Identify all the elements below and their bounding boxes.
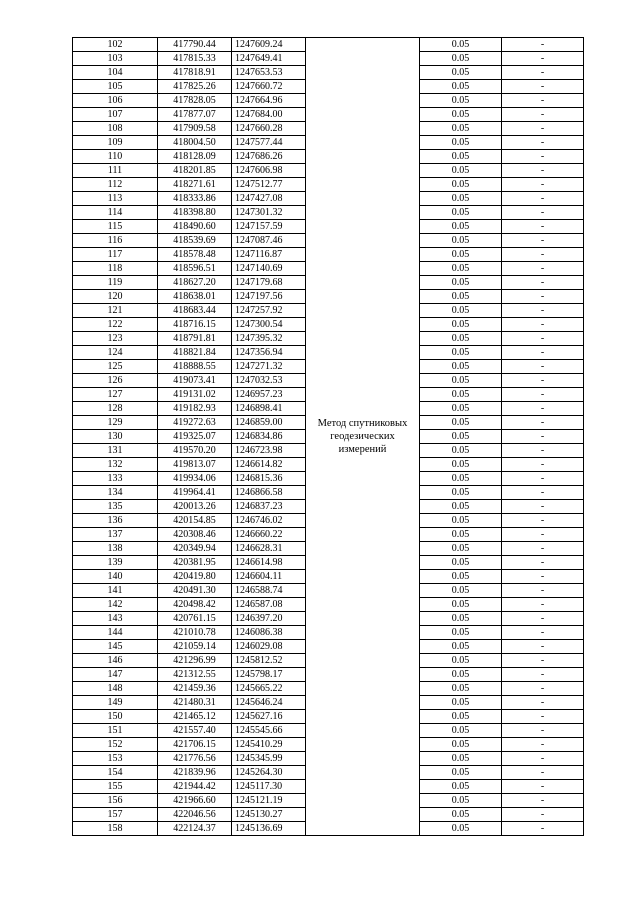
y-coordinate-cell: 1245136.69 [232,822,306,836]
y-coordinate-cell: 1247653.53 [232,66,306,80]
accuracy-cell: 0.05 [420,66,502,80]
y-coordinate-cell: 1246397.20 [232,612,306,626]
point-number-cell: 125 [73,360,158,374]
accuracy-cell: 0.05 [420,346,502,360]
x-coordinate-cell: 418627.20 [158,276,232,290]
y-coordinate-cell: 1247686.26 [232,150,306,164]
accuracy-cell: 0.05 [420,52,502,66]
point-number-cell: 150 [73,710,158,724]
y-coordinate-cell: 1247271.32 [232,360,306,374]
x-coordinate-cell: 421296.99 [158,654,232,668]
accuracy-cell: 0.05 [420,360,502,374]
accuracy-cell: 0.05 [420,542,502,556]
x-coordinate-cell: 417815.33 [158,52,232,66]
point-number-cell: 155 [73,780,158,794]
point-number-cell: 133 [73,472,158,486]
note-cell: - [502,640,584,654]
accuracy-cell: 0.05 [420,528,502,542]
y-coordinate-cell: 1246086.38 [232,626,306,640]
x-coordinate-cell: 421839.96 [158,766,232,780]
accuracy-cell: 0.05 [420,402,502,416]
y-coordinate-cell: 1246604.11 [232,570,306,584]
point-number-cell: 121 [73,304,158,318]
accuracy-cell: 0.05 [420,808,502,822]
accuracy-cell: 0.05 [420,584,502,598]
point-number-cell: 104 [73,66,158,80]
accuracy-cell: 0.05 [420,178,502,192]
y-coordinate-cell: 1245121.19 [232,794,306,808]
y-coordinate-cell: 1247140.69 [232,262,306,276]
y-coordinate-cell: 1246660.22 [232,528,306,542]
y-coordinate-cell: 1247356.94 [232,346,306,360]
point-number-cell: 158 [73,822,158,836]
point-number-cell: 102 [73,38,158,52]
accuracy-cell: 0.05 [420,276,502,290]
y-coordinate-cell: 1246866.58 [232,486,306,500]
x-coordinate-cell: 417790.44 [158,38,232,52]
note-cell: - [502,584,584,598]
point-number-cell: 132 [73,458,158,472]
x-coordinate-cell: 419570.20 [158,444,232,458]
note-cell: - [502,794,584,808]
y-coordinate-cell: 1245665.22 [232,682,306,696]
y-coordinate-cell: 1246898.41 [232,402,306,416]
y-coordinate-cell: 1247660.72 [232,80,306,94]
y-coordinate-cell: 1247427.08 [232,192,306,206]
accuracy-cell: 0.05 [420,80,502,94]
point-number-cell: 151 [73,724,158,738]
point-number-cell: 145 [73,640,158,654]
point-number-cell: 127 [73,388,158,402]
note-cell: - [502,80,584,94]
point-number-cell: 152 [73,738,158,752]
x-coordinate-cell: 421944.42 [158,780,232,794]
point-number-cell: 107 [73,108,158,122]
note-cell: - [502,66,584,80]
point-number-cell: 120 [73,290,158,304]
y-coordinate-cell: 1246588.74 [232,584,306,598]
y-coordinate-cell: 1246628.31 [232,542,306,556]
point-number-cell: 137 [73,528,158,542]
note-cell: - [502,206,584,220]
y-coordinate-cell: 1246834.86 [232,430,306,444]
x-coordinate-cell: 418888.55 [158,360,232,374]
point-number-cell: 134 [73,486,158,500]
x-coordinate-cell: 418271.61 [158,178,232,192]
note-cell: - [502,500,584,514]
point-number-cell: 140 [73,570,158,584]
y-coordinate-cell: 1245410.29 [232,738,306,752]
accuracy-cell: 0.05 [420,486,502,500]
accuracy-cell: 0.05 [420,710,502,724]
note-cell: - [502,164,584,178]
note-cell: - [502,654,584,668]
accuracy-cell: 0.05 [420,332,502,346]
y-coordinate-cell: 1245812.52 [232,654,306,668]
y-coordinate-cell: 1246614.82 [232,458,306,472]
y-coordinate-cell: 1247606.98 [232,164,306,178]
note-cell: - [502,766,584,780]
note-cell: - [502,108,584,122]
y-coordinate-cell: 1246859.00 [232,416,306,430]
note-cell: - [502,402,584,416]
accuracy-cell: 0.05 [420,164,502,178]
x-coordinate-cell: 421966.60 [158,794,232,808]
accuracy-cell: 0.05 [420,108,502,122]
y-coordinate-cell: 1245798.17 [232,668,306,682]
note-cell: - [502,234,584,248]
note-cell: - [502,150,584,164]
y-coordinate-cell: 1247301.32 [232,206,306,220]
y-coordinate-cell: 1246614.98 [232,556,306,570]
y-coordinate-cell: 1246723.98 [232,444,306,458]
accuracy-cell: 0.05 [420,612,502,626]
coordinates-table [72,37,584,836]
note-cell: - [502,332,584,346]
y-coordinate-cell: 1247087.46 [232,234,306,248]
y-coordinate-cell: 1247512.77 [232,178,306,192]
y-coordinate-cell: 1247032.53 [232,374,306,388]
note-cell: - [502,822,584,836]
note-cell: - [502,570,584,584]
point-number-cell: 110 [73,150,158,164]
x-coordinate-cell: 422124.37 [158,822,232,836]
x-coordinate-cell: 421557.40 [158,724,232,738]
note-cell: - [502,38,584,52]
x-coordinate-cell: 419934.06 [158,472,232,486]
note-cell: - [502,346,584,360]
point-number-cell: 111 [73,164,158,178]
accuracy-cell: 0.05 [420,304,502,318]
y-coordinate-cell: 1245117.30 [232,780,306,794]
x-coordinate-cell: 419182.93 [158,402,232,416]
note-cell: - [502,486,584,500]
accuracy-cell: 0.05 [420,444,502,458]
note-cell: - [502,192,584,206]
point-number-cell: 144 [73,626,158,640]
note-cell: - [502,724,584,738]
y-coordinate-cell: 1245646.24 [232,696,306,710]
table-row [73,38,584,52]
accuracy-cell: 0.05 [420,234,502,248]
y-coordinate-cell: 1247300.54 [232,318,306,332]
note-cell: - [502,696,584,710]
y-coordinate-cell: 1246746.02 [232,514,306,528]
accuracy-cell: 0.05 [420,780,502,794]
point-number-cell: 129 [73,416,158,430]
point-number-cell: 122 [73,318,158,332]
note-cell: - [502,472,584,486]
x-coordinate-cell: 420491.30 [158,584,232,598]
point-number-cell: 130 [73,430,158,444]
x-coordinate-cell: 417909.58 [158,122,232,136]
note-cell: - [502,262,584,276]
x-coordinate-cell: 420419.80 [158,570,232,584]
point-number-cell: 112 [73,178,158,192]
note-cell: - [502,738,584,752]
accuracy-cell: 0.05 [420,626,502,640]
accuracy-cell: 0.05 [420,822,502,836]
x-coordinate-cell: 417825.26 [158,80,232,94]
note-cell: - [502,612,584,626]
point-number-cell: 138 [73,542,158,556]
x-coordinate-cell: 422046.56 [158,808,232,822]
y-coordinate-cell: 1246837.23 [232,500,306,514]
y-coordinate-cell: 1245545.66 [232,724,306,738]
y-coordinate-cell: 1247664.96 [232,94,306,108]
note-cell: - [502,542,584,556]
point-number-cell: 141 [73,584,158,598]
coordinates-table-body [73,38,584,836]
point-number-cell: 156 [73,794,158,808]
accuracy-cell: 0.05 [420,290,502,304]
point-number-cell: 131 [73,444,158,458]
x-coordinate-cell: 420308.46 [158,528,232,542]
x-coordinate-cell: 419073.41 [158,374,232,388]
accuracy-cell: 0.05 [420,248,502,262]
note-cell: - [502,752,584,766]
accuracy-cell: 0.05 [420,430,502,444]
point-number-cell: 116 [73,234,158,248]
x-coordinate-cell: 419131.02 [158,388,232,402]
point-number-cell: 157 [73,808,158,822]
accuracy-cell: 0.05 [420,724,502,738]
y-coordinate-cell: 1247649.41 [232,52,306,66]
note-cell: - [502,710,584,724]
accuracy-cell: 0.05 [420,682,502,696]
x-coordinate-cell: 419325.07 [158,430,232,444]
point-number-cell: 109 [73,136,158,150]
accuracy-cell: 0.05 [420,136,502,150]
accuracy-cell: 0.05 [420,556,502,570]
note-cell: - [502,668,584,682]
point-number-cell: 126 [73,374,158,388]
accuracy-cell: 0.05 [420,696,502,710]
note-cell: - [502,430,584,444]
note-cell: - [502,514,584,528]
point-number-cell: 143 [73,612,158,626]
x-coordinate-cell: 418791.81 [158,332,232,346]
point-number-cell: 149 [73,696,158,710]
y-coordinate-cell: 1246957.23 [232,388,306,402]
y-coordinate-cell: 1247157.59 [232,220,306,234]
point-number-cell: 135 [73,500,158,514]
x-coordinate-cell: 418490.60 [158,220,232,234]
y-coordinate-cell: 1247395.32 [232,332,306,346]
accuracy-cell: 0.05 [420,752,502,766]
point-number-cell: 147 [73,668,158,682]
x-coordinate-cell: 421465.12 [158,710,232,724]
note-cell: - [502,444,584,458]
x-coordinate-cell: 418398.80 [158,206,232,220]
y-coordinate-cell: 1247179.68 [232,276,306,290]
x-coordinate-cell: 418683.44 [158,304,232,318]
accuracy-cell: 0.05 [420,570,502,584]
point-number-cell: 118 [73,262,158,276]
y-coordinate-cell: 1245264.30 [232,766,306,780]
point-number-cell: 113 [73,192,158,206]
accuracy-cell: 0.05 [420,640,502,654]
point-number-cell: 124 [73,346,158,360]
accuracy-cell: 0.05 [420,220,502,234]
y-coordinate-cell: 1247684.00 [232,108,306,122]
note-cell: - [502,318,584,332]
y-coordinate-cell: 1247257.92 [232,304,306,318]
x-coordinate-cell: 418821.84 [158,346,232,360]
accuracy-cell: 0.05 [420,192,502,206]
x-coordinate-cell: 421480.31 [158,696,232,710]
y-coordinate-cell: 1247577.44 [232,136,306,150]
x-coordinate-cell: 418201.85 [158,164,232,178]
point-number-cell: 142 [73,598,158,612]
x-coordinate-cell: 418596.51 [158,262,232,276]
accuracy-cell: 0.05 [420,388,502,402]
note-cell: - [502,360,584,374]
accuracy-cell: 0.05 [420,598,502,612]
note-cell: - [502,52,584,66]
point-number-cell: 119 [73,276,158,290]
point-number-cell: 148 [73,682,158,696]
x-coordinate-cell: 421776.56 [158,752,232,766]
note-cell: - [502,458,584,472]
x-coordinate-cell: 420761.15 [158,612,232,626]
y-coordinate-cell: 1246029.08 [232,640,306,654]
note-cell: - [502,94,584,108]
accuracy-cell: 0.05 [420,374,502,388]
point-number-cell: 128 [73,402,158,416]
point-number-cell: 153 [73,752,158,766]
x-coordinate-cell: 417818.91 [158,66,232,80]
note-cell: - [502,416,584,430]
y-coordinate-cell: 1247197.56 [232,290,306,304]
accuracy-cell: 0.05 [420,94,502,108]
x-coordinate-cell: 419272.63 [158,416,232,430]
accuracy-cell: 0.05 [420,668,502,682]
point-number-cell: 123 [73,332,158,346]
note-cell: - [502,248,584,262]
point-number-cell: 108 [73,122,158,136]
note-cell: - [502,178,584,192]
accuracy-cell: 0.05 [420,262,502,276]
x-coordinate-cell: 419964.41 [158,486,232,500]
x-coordinate-cell: 419813.07 [158,458,232,472]
note-cell: - [502,556,584,570]
x-coordinate-cell: 417877.07 [158,108,232,122]
x-coordinate-cell: 421312.55 [158,668,232,682]
x-coordinate-cell: 418638.01 [158,290,232,304]
x-coordinate-cell: 421706.15 [158,738,232,752]
y-coordinate-cell: 1246587.08 [232,598,306,612]
note-cell: - [502,290,584,304]
note-cell: - [502,528,584,542]
x-coordinate-cell: 418128.09 [158,150,232,164]
accuracy-cell: 0.05 [420,472,502,486]
note-cell: - [502,808,584,822]
note-cell: - [502,780,584,794]
y-coordinate-cell: 1247116.87 [232,248,306,262]
accuracy-cell: 0.05 [420,150,502,164]
note-cell: - [502,374,584,388]
note-cell: - [502,626,584,640]
point-number-cell: 106 [73,94,158,108]
accuracy-cell: 0.05 [420,514,502,528]
x-coordinate-cell: 420013.26 [158,500,232,514]
point-number-cell: 146 [73,654,158,668]
point-number-cell: 136 [73,514,158,528]
accuracy-cell: 0.05 [420,654,502,668]
point-number-cell: 103 [73,52,158,66]
point-number-cell: 105 [73,80,158,94]
note-cell: - [502,304,584,318]
note-cell: - [502,682,584,696]
accuracy-cell: 0.05 [420,38,502,52]
method-cell: Метод спутниковых геодезических измерений [306,38,420,836]
point-number-cell: 154 [73,766,158,780]
accuracy-cell: 0.05 [420,766,502,780]
accuracy-cell: 0.05 [420,122,502,136]
x-coordinate-cell: 417828.05 [158,94,232,108]
note-cell: - [502,598,584,612]
y-coordinate-cell: 1245345.99 [232,752,306,766]
x-coordinate-cell: 418333.86 [158,192,232,206]
x-coordinate-cell: 420154.85 [158,514,232,528]
note-cell: - [502,276,584,290]
note-cell: - [502,388,584,402]
accuracy-cell: 0.05 [420,794,502,808]
y-coordinate-cell: 1245627.16 [232,710,306,724]
note-cell: - [502,136,584,150]
accuracy-cell: 0.05 [420,206,502,220]
point-number-cell: 139 [73,556,158,570]
note-cell: - [502,220,584,234]
x-coordinate-cell: 418539.69 [158,234,232,248]
x-coordinate-cell: 421459.36 [158,682,232,696]
x-coordinate-cell: 418716.15 [158,318,232,332]
y-coordinate-cell: 1246815.36 [232,472,306,486]
accuracy-cell: 0.05 [420,318,502,332]
point-number-cell: 115 [73,220,158,234]
x-coordinate-cell: 418004.50 [158,136,232,150]
note-cell: - [502,122,584,136]
point-number-cell: 114 [73,206,158,220]
x-coordinate-cell: 418578.48 [158,248,232,262]
x-coordinate-cell: 420381.95 [158,556,232,570]
accuracy-cell: 0.05 [420,458,502,472]
y-coordinate-cell: 1247660.28 [232,122,306,136]
x-coordinate-cell: 421010.78 [158,626,232,640]
accuracy-cell: 0.05 [420,500,502,514]
point-number-cell: 117 [73,248,158,262]
accuracy-cell: 0.05 [420,416,502,430]
accuracy-cell: 0.05 [420,738,502,752]
y-coordinate-cell: 1247609.24 [232,38,306,52]
x-coordinate-cell: 420349.94 [158,542,232,556]
x-coordinate-cell: 421059.14 [158,640,232,654]
x-coordinate-cell: 420498.42 [158,598,232,612]
y-coordinate-cell: 1245130.27 [232,808,306,822]
